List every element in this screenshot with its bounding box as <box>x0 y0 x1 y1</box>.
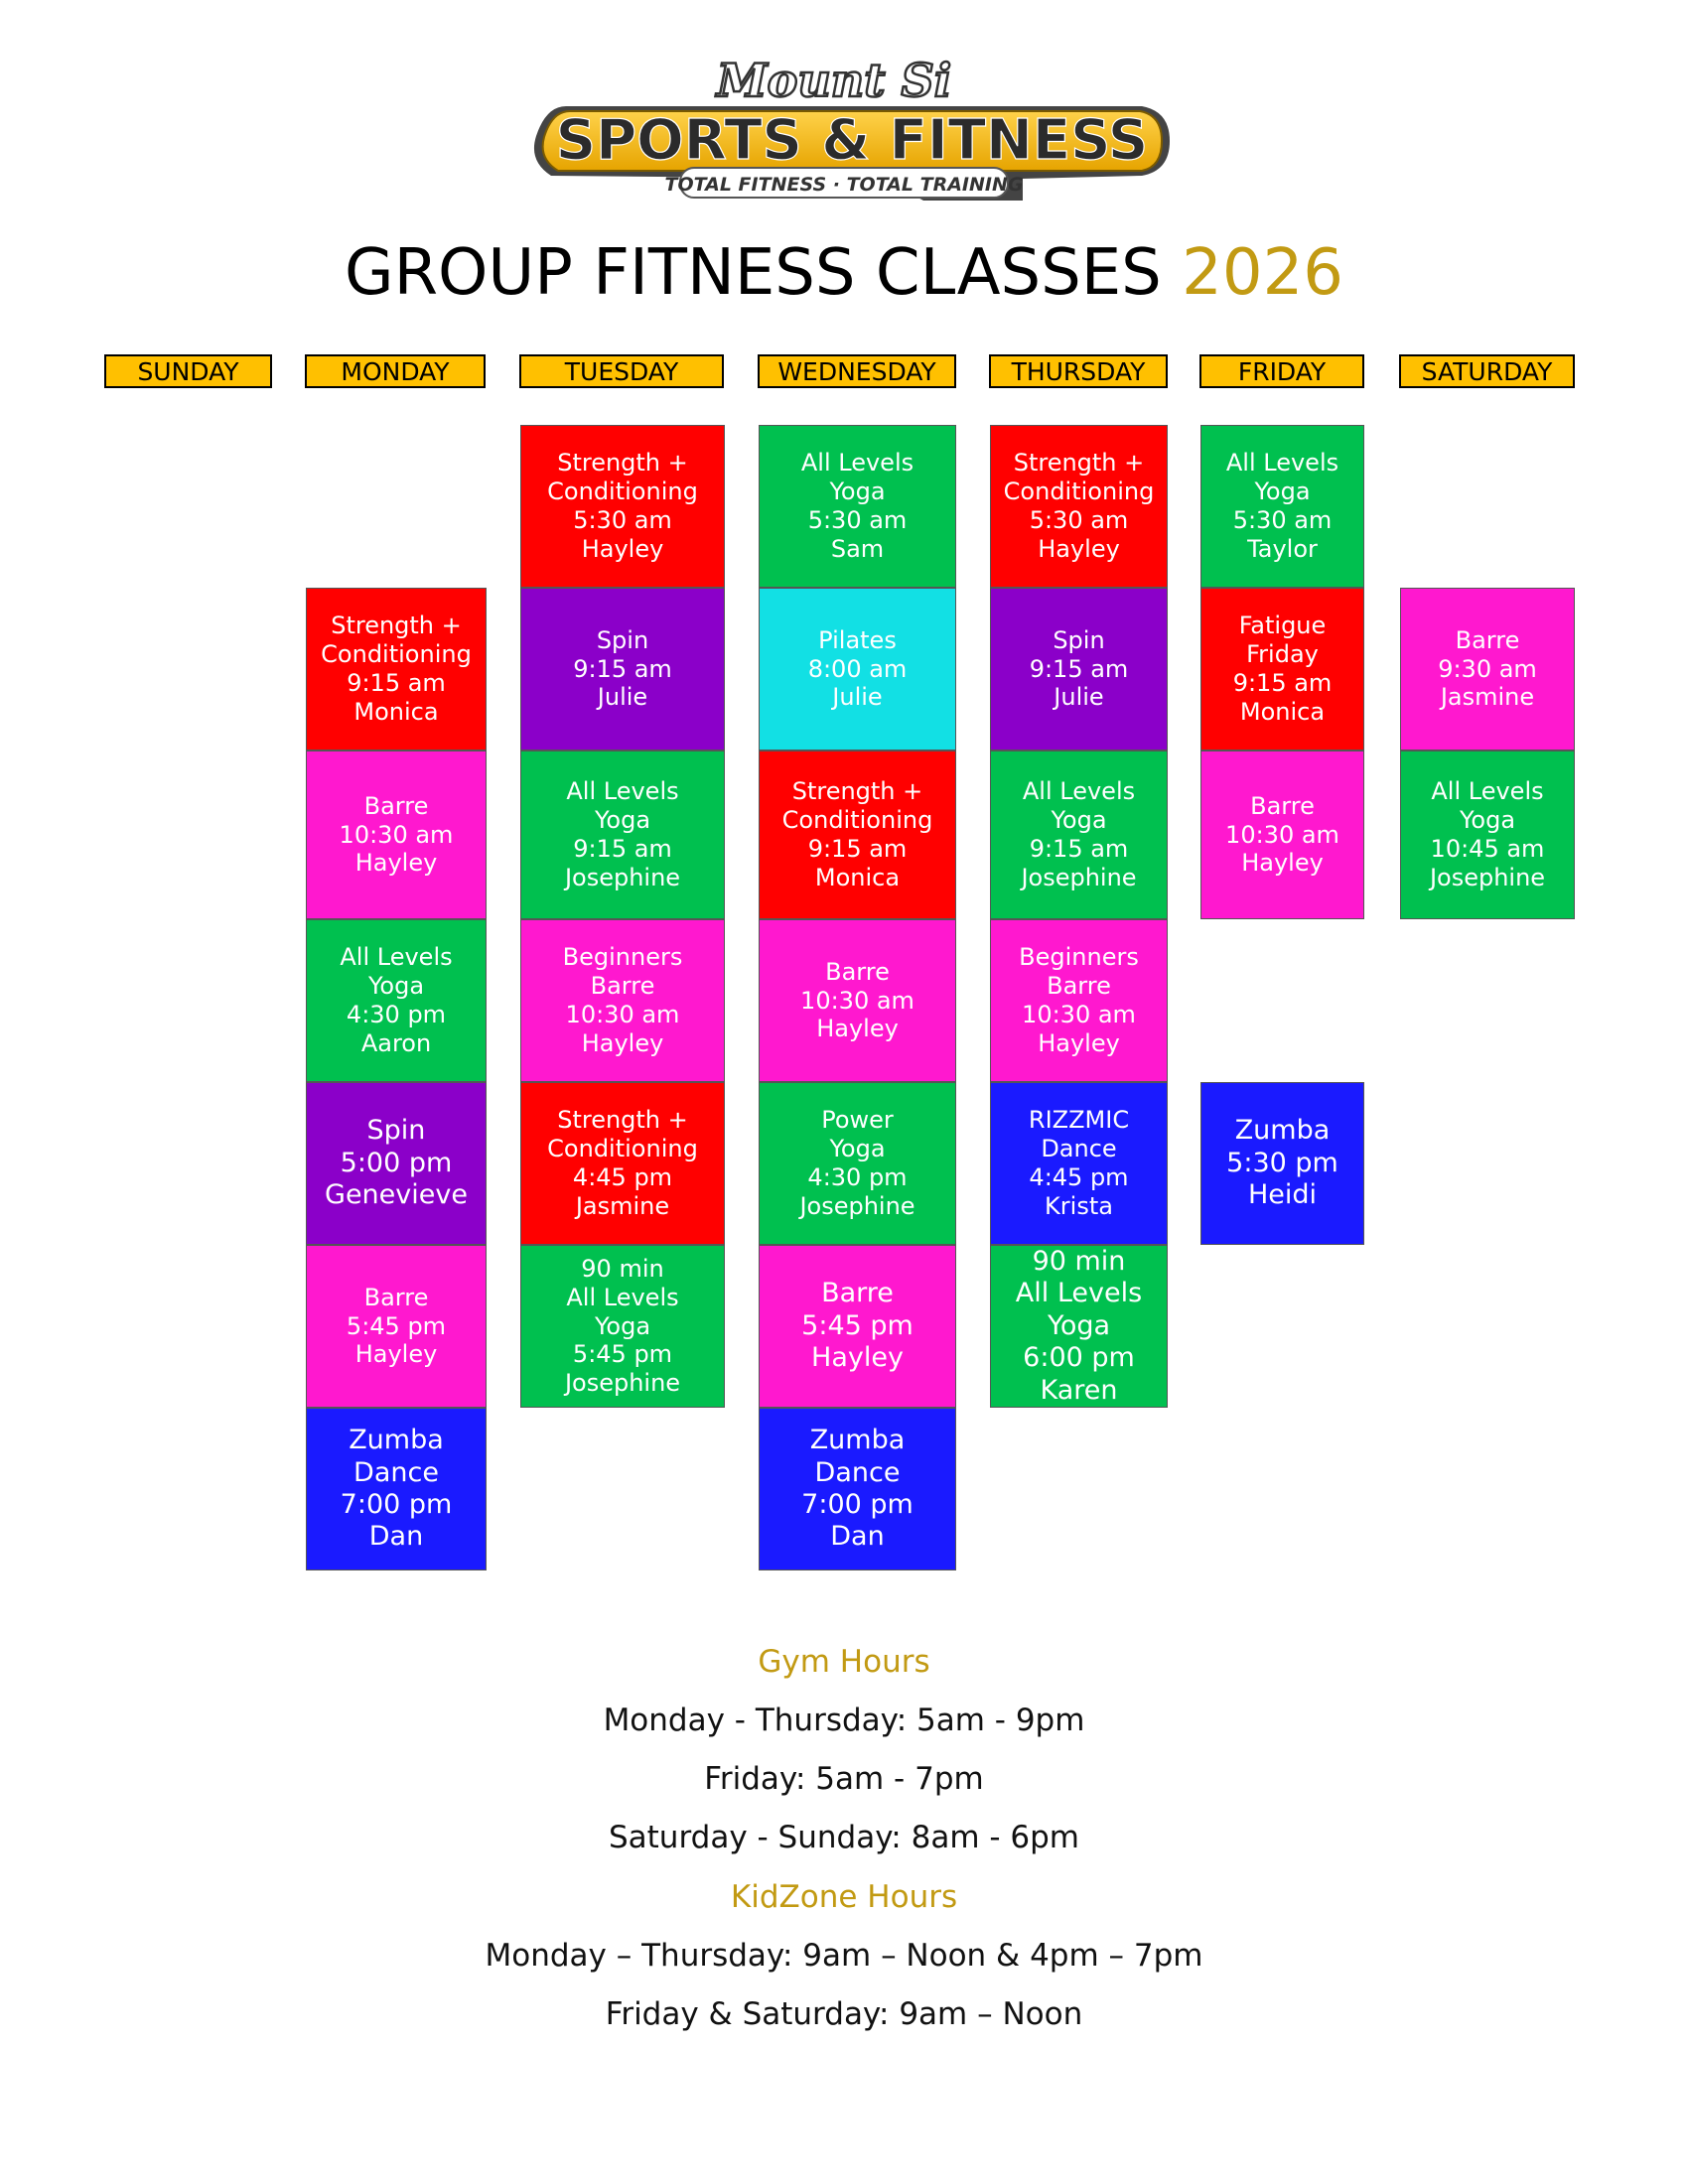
kidzone-hours-line-1: Monday – Thursday: 9am – Noon & 4pm – 7pm <box>485 1938 1203 1974</box>
class-cell-wednesday-1: All Levels Yoga 5:30 am Sam <box>759 425 956 588</box>
kidzone-hours-line-2: Friday & Saturday: 9am – Noon <box>605 1996 1083 2032</box>
class-cell-thursday-6: 90 min All Levels Yoga 6:00 pm Karen <box>990 1245 1168 1408</box>
day-header-thursday: THURSDAY <box>989 354 1168 388</box>
class-cell-wednesday-3: Strength + Conditioning 9:15 am Monica <box>759 751 956 919</box>
class-cell-wednesday-6: Barre 5:45 pm Hayley <box>759 1245 956 1408</box>
class-cell-saturday-2: All Levels Yoga 10:45 am Josephine <box>1400 751 1575 919</box>
class-cell-tuesday-5: Strength + Conditioning 4:45 pm Jasmine <box>520 1082 725 1245</box>
class-cell-friday-2: Fatigue Friday 9:15 am Monica <box>1200 588 1364 751</box>
day-header-saturday: SATURDAY <box>1399 354 1575 388</box>
class-cell-wednesday-4: Barre 10:30 am Hayley <box>759 919 956 1082</box>
kidzone-hours-heading: KidZone Hours <box>730 1879 958 1915</box>
class-cell-tuesday-1: Strength + Conditioning 5:30 am Hayley <box>520 425 725 588</box>
class-cell-tuesday-4: Beginners Barre 10:30 am Hayley <box>520 919 725 1082</box>
class-cell-saturday-1: Barre 9:30 am Jasmine <box>1400 588 1575 751</box>
class-cell-friday-3: Barre 10:30 am Hayley <box>1200 751 1364 919</box>
class-cell-monday-6: Zumba Dance 7:00 pm Dan <box>306 1408 487 1570</box>
day-header-wednesday: WEDNESDAY <box>758 354 956 388</box>
class-cell-wednesday-5: Power Yoga 4:30 pm Josephine <box>759 1082 956 1245</box>
class-cell-monday-3: All Levels Yoga 4:30 pm Aaron <box>306 919 487 1082</box>
gym-hours-heading: Gym Hours <box>758 1644 930 1680</box>
class-cell-wednesday-2: Pilates 8:00 am Julie <box>759 588 956 751</box>
class-cell-thursday-5: RIZZMIC Dance 4:45 pm Krista <box>990 1082 1168 1245</box>
class-cell-thursday-3: All Levels Yoga 9:15 am Josephine <box>990 751 1168 919</box>
title-year: 2026 <box>1182 236 1344 310</box>
class-cell-monday-1: Strength + Conditioning 9:15 am Monica <box>306 588 487 751</box>
mount-si-sports-fitness-logo <box>506 52 1182 210</box>
class-cell-monday-5: Barre 5:45 pm Hayley <box>306 1245 487 1408</box>
class-cell-tuesday-6: 90 min All Levels Yoga 5:45 pm Josephine <box>520 1245 725 1408</box>
class-cell-wednesday-7: Zumba Dance 7:00 pm Dan <box>759 1408 956 1570</box>
day-header-tuesday: TUESDAY <box>519 354 724 388</box>
class-cell-tuesday-3: All Levels Yoga 9:15 am Josephine <box>520 751 725 919</box>
title-text: GROUP FITNESS CLASSES <box>344 236 1162 310</box>
class-cell-thursday-4: Beginners Barre 10:30 am Hayley <box>990 919 1168 1082</box>
class-cell-thursday-1: Strength + Conditioning 5:30 am Hayley <box>990 425 1168 588</box>
page-title <box>0 236 1688 310</box>
gym-hours-line-1: Monday - Thursday: 5am - 9pm <box>603 1703 1085 1738</box>
gym-hours-line-3: Saturday - Sunday: 8am - 6pm <box>608 1820 1080 1855</box>
class-cell-tuesday-2: Spin 9:15 am Julie <box>520 588 725 751</box>
gym-hours-line-2: Friday: 5am - 7pm <box>704 1761 984 1797</box>
class-cell-friday-4: Zumba 5:30 pm Heidi <box>1200 1082 1364 1245</box>
day-header-friday: FRIDAY <box>1199 354 1364 388</box>
logo-main-text: SPORTS & FITNESS <box>555 108 1149 173</box>
day-header-monday: MONDAY <box>305 354 486 388</box>
logo-tagline: TOTAL FITNESS · TOTAL TRAINING <box>664 174 1024 196</box>
day-header-sunday: SUNDAY <box>104 354 272 388</box>
class-cell-monday-4: Spin 5:00 pm Genevieve <box>306 1082 487 1245</box>
class-cell-monday-2: Barre 10:30 am Hayley <box>306 751 487 919</box>
class-cell-friday-1: All Levels Yoga 5:30 am Taylor <box>1200 425 1364 588</box>
class-cell-thursday-2: Spin 9:15 am Julie <box>990 588 1168 751</box>
logo-script-text: Mount Si <box>716 54 952 107</box>
